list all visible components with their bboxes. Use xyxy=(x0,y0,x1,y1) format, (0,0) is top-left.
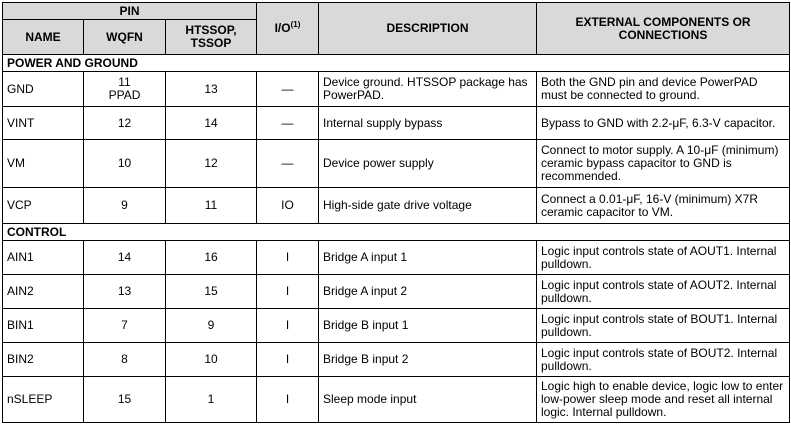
table-row xyxy=(3,241,790,275)
pin-io: IO xyxy=(257,188,319,224)
section-power-and-ground: POWER AND GROUND xyxy=(3,55,790,72)
section-control: CONTROL xyxy=(3,224,790,241)
pin-wqfn: 12 xyxy=(84,107,166,140)
pin-description: Bridge A input 2 xyxy=(319,275,537,309)
pin-wqfn: 14 xyxy=(84,241,166,275)
pin-wqfn: 9 xyxy=(84,188,166,224)
pin-htssop: 16 xyxy=(166,241,257,275)
pin-description: Bridge B input 2 xyxy=(319,343,537,377)
io-header-label: I/O xyxy=(274,21,291,35)
pin-name: BIN1 xyxy=(3,309,84,343)
pin-function-table xyxy=(2,2,790,423)
pin-htssop: 15 xyxy=(166,275,257,309)
pin-wqfn: 15 xyxy=(84,377,166,423)
pin-name: VM xyxy=(3,140,84,188)
pin-io: I xyxy=(257,241,319,275)
pin-io: — xyxy=(257,107,319,140)
pin-htssop: 11 xyxy=(166,188,257,224)
pin-htssop: 13 xyxy=(166,72,257,107)
pin-external: Logic input controls state of AOUT2. Internal pulldown. xyxy=(537,275,790,309)
pin-htssop: 9 xyxy=(166,309,257,343)
pin-external: Both the GND pin and device PowerPAD must be connected to ground. xyxy=(537,72,790,107)
pin-external: Logic input controls state of BOUT1. Internal pulldown. xyxy=(537,309,790,343)
io-footnote-ref: (1) xyxy=(290,20,301,29)
pin-io: I xyxy=(257,275,319,309)
external-header: EXTERNAL COMPONENTS OR CONNECTIONS xyxy=(537,3,790,55)
pin-name: GND xyxy=(3,72,84,107)
pin-htssop: 12 xyxy=(166,140,257,188)
table-row xyxy=(3,343,790,377)
name-header: NAME xyxy=(3,20,84,55)
htssop-header: HTSSOP, TSSOP xyxy=(166,20,257,55)
pin-io: I xyxy=(257,343,319,377)
pin-description: Bridge B input 1 xyxy=(319,309,537,343)
pin-name: AIN2 xyxy=(3,275,84,309)
pin-external: Connect a 0.01-μF, 16-V (minimum) X7R ceramic capacitor to VM. xyxy=(537,188,790,224)
pin-description: Internal supply bypass xyxy=(319,107,537,140)
pin-wqfn: 13 xyxy=(84,275,166,309)
wqfn-header: WQFN xyxy=(84,20,166,55)
pin-io: I xyxy=(257,377,319,423)
pin-wqfn: 11 PPAD xyxy=(84,72,166,107)
pin-wqfn: 7 xyxy=(84,309,166,343)
pin-name: AIN1 xyxy=(3,241,84,275)
pin-description: High-side gate drive voltage xyxy=(319,188,537,224)
pin-name: VINT xyxy=(3,107,84,140)
description-header: DESCRIPTION xyxy=(319,3,537,55)
table-row xyxy=(3,72,790,107)
pin-io: — xyxy=(257,140,319,188)
pin-name: VCP xyxy=(3,188,84,224)
table-row xyxy=(3,188,790,224)
pin-name: nSLEEP xyxy=(3,377,84,423)
pin-external: Logic input controls state of BOUT2. Internal pulldown. xyxy=(537,343,790,377)
io-header xyxy=(257,3,319,55)
pin-htssop: 10 xyxy=(166,343,257,377)
pin-external: Bypass to GND with 2.2-μF, 6.3-V capacitor. xyxy=(537,107,790,140)
pin-description: Device ground. HTSSOP package has PowerPAD. xyxy=(319,72,537,107)
pin-external: Logic high to enable device, logic low to enter low-power sleep mode and reset all internal logic. Internal pulldown. xyxy=(537,377,790,423)
pin-wqfn: 10 xyxy=(84,140,166,188)
pin-external: Logic input controls state of AOUT1. Internal pulldown. xyxy=(537,241,790,275)
pin-group-header: PIN xyxy=(3,3,257,20)
table-row xyxy=(3,377,790,423)
pin-htssop: 14 xyxy=(166,107,257,140)
pin-description: Device power supply xyxy=(319,140,537,188)
pin-wqfn: 8 xyxy=(84,343,166,377)
pin-external: Connect to motor supply. A 10-μF (minimum) ceramic bypass capacitor to GND is recommended. xyxy=(537,140,790,188)
table-row xyxy=(3,309,790,343)
pin-description: Bridge A input 1 xyxy=(319,241,537,275)
pin-htssop: 1 xyxy=(166,377,257,423)
table-row xyxy=(3,107,790,140)
pin-name: BIN2 xyxy=(3,343,84,377)
table-row xyxy=(3,140,790,188)
pin-io: — xyxy=(257,72,319,107)
pin-description: Sleep mode input xyxy=(319,377,537,423)
table-row xyxy=(3,275,790,309)
pin-io: I xyxy=(257,309,319,343)
